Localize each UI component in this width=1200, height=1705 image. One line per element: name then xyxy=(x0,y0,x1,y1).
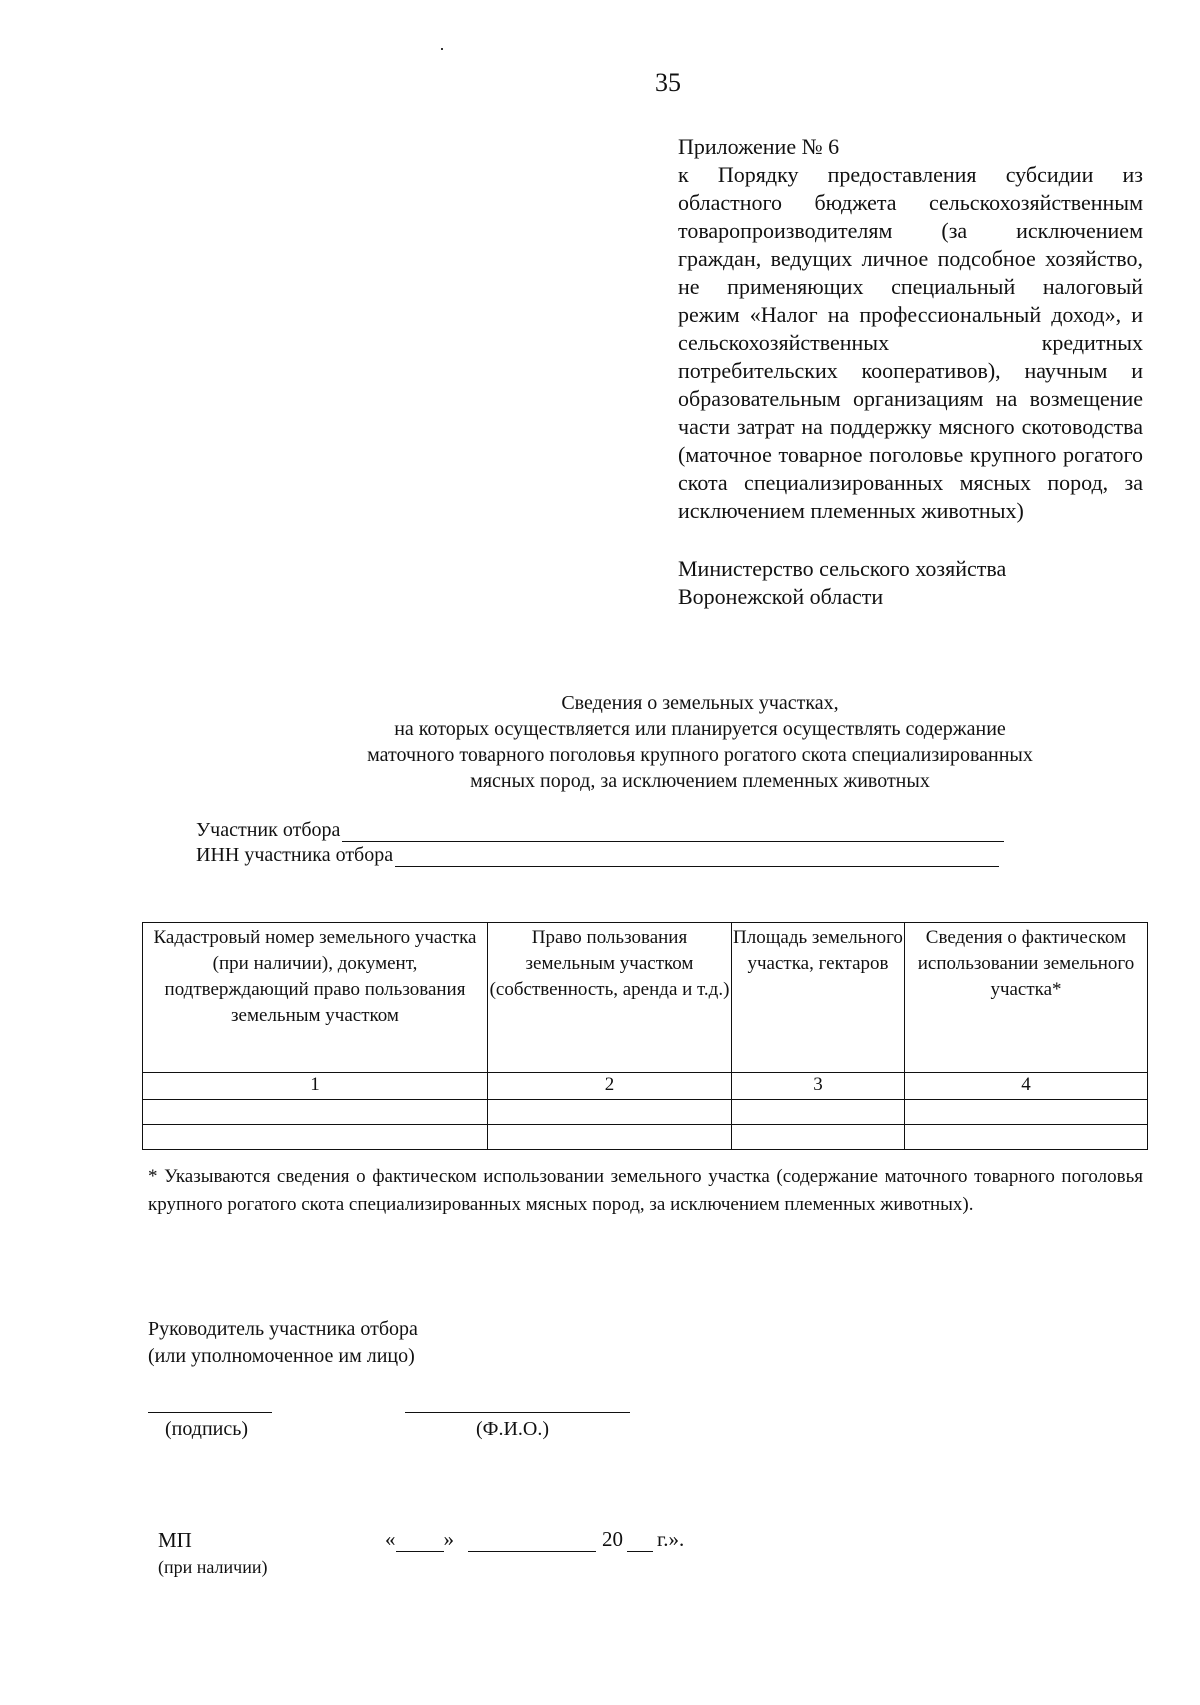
table-row xyxy=(143,1125,1148,1150)
participant-input-line[interactable] xyxy=(342,821,1004,842)
year-input-line[interactable] xyxy=(627,1531,653,1552)
header-actual-use: Сведения о фактическом использовании земельного участка* xyxy=(905,923,1148,1073)
inn-input-line[interactable] xyxy=(395,846,999,867)
table-cell[interactable] xyxy=(905,1100,1148,1125)
table-cell[interactable] xyxy=(488,1100,732,1125)
ministry-line-2: Воронежской области xyxy=(678,584,884,609)
table-cell[interactable] xyxy=(732,1100,905,1125)
page-number: 35 xyxy=(655,68,681,97)
day-input-line[interactable] xyxy=(396,1531,444,1552)
column-number: 3 xyxy=(732,1073,905,1100)
participant-label: Участник отбора xyxy=(196,819,341,841)
date-open-quote: « xyxy=(385,1527,396,1551)
table-row xyxy=(143,1100,1148,1125)
full-name-caption: (Ф.И.О.) xyxy=(476,1418,550,1440)
signature-caption: (подпись) xyxy=(165,1418,249,1440)
signatory-line-2: (или уполномоченное им лицо) xyxy=(148,1345,415,1367)
annex-header xyxy=(678,133,1143,611)
annex-title: Приложение № 6 xyxy=(678,134,840,159)
date-field xyxy=(385,1527,684,1552)
header-usage-right: Право пользования земельным участком (собственность, аренда и т.д.) xyxy=(488,923,732,1073)
land-plots-table xyxy=(142,922,1148,1150)
column-number: 1 xyxy=(143,1073,488,1100)
ministry-addressee xyxy=(678,555,1143,611)
date-close-quote: » xyxy=(443,1527,454,1551)
signatory-title xyxy=(148,1316,418,1370)
annex-body: к Порядку предоставления субсидии из областного бюджета сельскохозяйственным товаропроизводителям (за исключением граждан, ведущих личное подсобное хозяйство, не применяющих специальный налоговый режим «Налог на профессиональный доход», и сельскохозяйственных кредитных потребительских кооперативов), научным и образовательным организациям на возмещение части затрат на поддержку мясного скотоводства (маточное товарное поголовье крупного рогатого скота специализированных мясных пород, за исключением племенных животных) xyxy=(678,162,1143,523)
month-input-line[interactable] xyxy=(468,1531,596,1552)
year-prefix: 20 xyxy=(602,1527,623,1551)
participant-field xyxy=(196,819,1004,842)
title-line-4: мясных пород, за исключением племенных животных xyxy=(470,770,930,792)
column-number: 4 xyxy=(905,1073,1148,1100)
full-name-line[interactable] xyxy=(405,1412,630,1413)
table-cell[interactable] xyxy=(488,1125,732,1150)
header-area: Площадь земельного участка, гектаров xyxy=(732,923,905,1073)
column-number: 2 xyxy=(488,1073,732,1100)
title-line-2: на которых осуществляется или планируется осуществлять содержание xyxy=(394,718,1006,740)
table-cell[interactable] xyxy=(905,1125,1148,1150)
stamp-note: (при наличии) xyxy=(158,1557,268,1577)
signatory-line-1: Руководитель участника отбора xyxy=(148,1318,418,1340)
footnote: * Указываются сведения о фактическом использовании земельного участка (содержание маточного товарного поголовья крупного рогатого скота специализированных мясных пород, за исключением племенных животных). xyxy=(148,1166,1143,1215)
scan-artifact-dot xyxy=(441,48,443,50)
header-cadastral-number: Кадастровый номер земельного участка (при наличии), документ, подтверждающий право пользования земельным участком xyxy=(143,923,488,1073)
table-cell[interactable] xyxy=(143,1100,488,1125)
inn-label: ИНН участника отбора xyxy=(196,844,394,866)
column-number-row xyxy=(143,1073,1148,1100)
title-line-3: маточного товарного поголовья крупного рогатого скота специализированных xyxy=(367,744,1033,766)
stamp-label: МП xyxy=(158,1528,192,1552)
table-cell[interactable] xyxy=(732,1125,905,1150)
title-line-1: Сведения о земельных участках, xyxy=(561,692,839,714)
inn-field xyxy=(196,844,999,867)
document-title xyxy=(200,690,1200,794)
signature-line[interactable] xyxy=(148,1412,272,1413)
year-suffix: г.». xyxy=(657,1527,685,1551)
table-header-row xyxy=(143,923,1148,1073)
table-cell[interactable] xyxy=(143,1125,488,1150)
ministry-line-1: Министерство сельского хозяйства xyxy=(678,556,1007,581)
